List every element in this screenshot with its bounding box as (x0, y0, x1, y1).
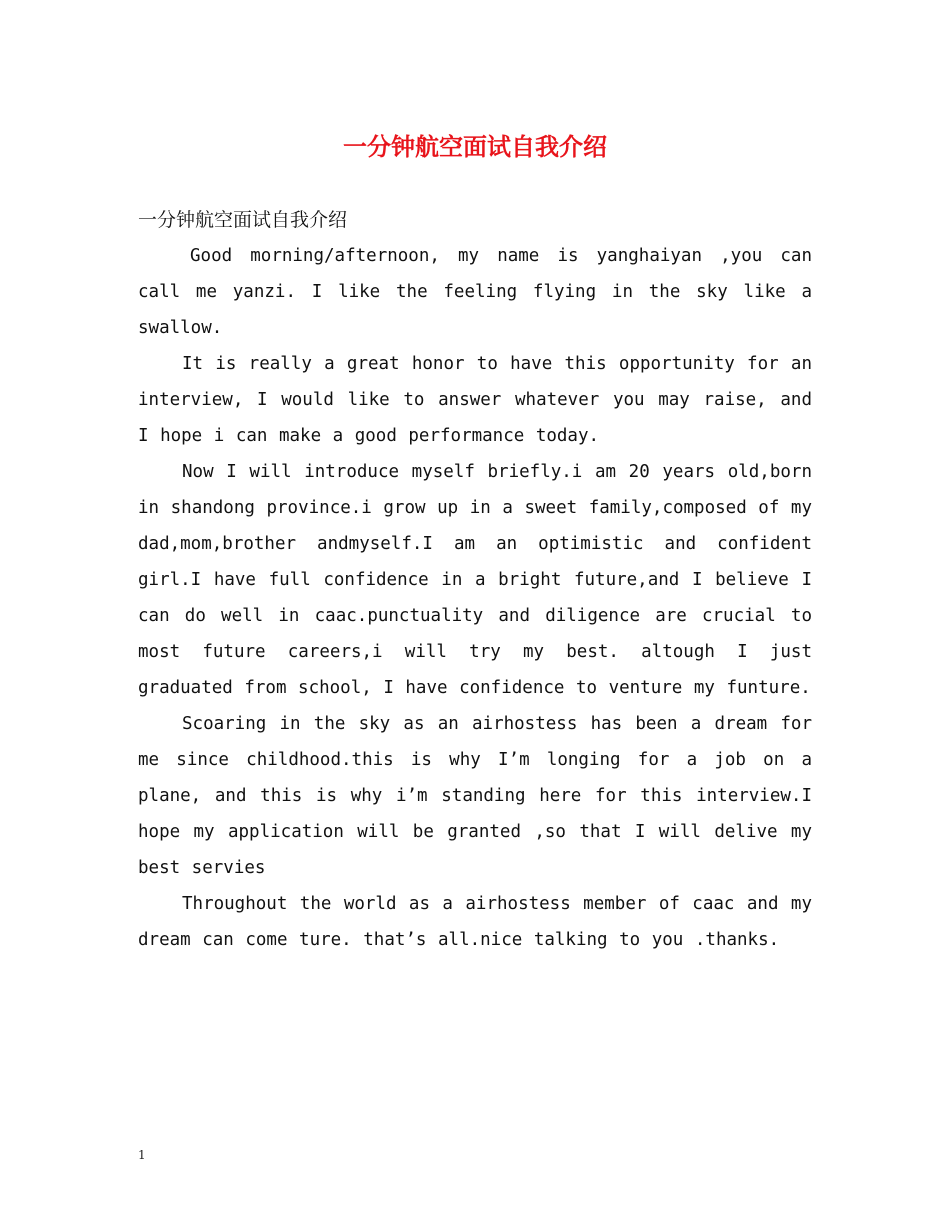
paragraph-4: Scoaring in the sky as an airhostess has been a dream for me since childhood.this is why I’m longing for a job on a plane, and this is why i’m standing here for this interview.I hope my application will be granted ,so that I will delive my best servies (138, 714, 812, 878)
document-body (138, 203, 812, 958)
document-title: 一分钟航空面试自我介绍 (343, 132, 607, 161)
paragraph-2: It is really a great honor to have this opportunity for an interview, I would like to answer whatever you may raise, and I hope i can make a good performance today. (138, 354, 812, 446)
document-subtitle: 一分钟航空面试自我介绍 (138, 209, 348, 231)
paragraph-1: Good morning/afternoon, my name is yanghaiyan ,you can call me yanzi. I like the feeling flying in the sky like a swallow. (138, 246, 812, 338)
paragraph-5: Throughout the world as a airhostess member of caac and my dream can come ture. that’s all.nice talking to you .thanks. (138, 894, 812, 950)
page-number: 1 (138, 1148, 146, 1162)
paragraph-3: Now I will introduce myself briefly.i am 20 years old,born in shandong province.i grow up in a sweet family,composed of my dad,mom,brother andmyself.I am an optimistic and confident girl.I have full confidence in a bright future,and I believe I can do well in caac.punctuality and diligence are crucial to most future careers,i will try my best. altough I just graduated from school, I have confidence to venture my funture. (138, 462, 812, 698)
